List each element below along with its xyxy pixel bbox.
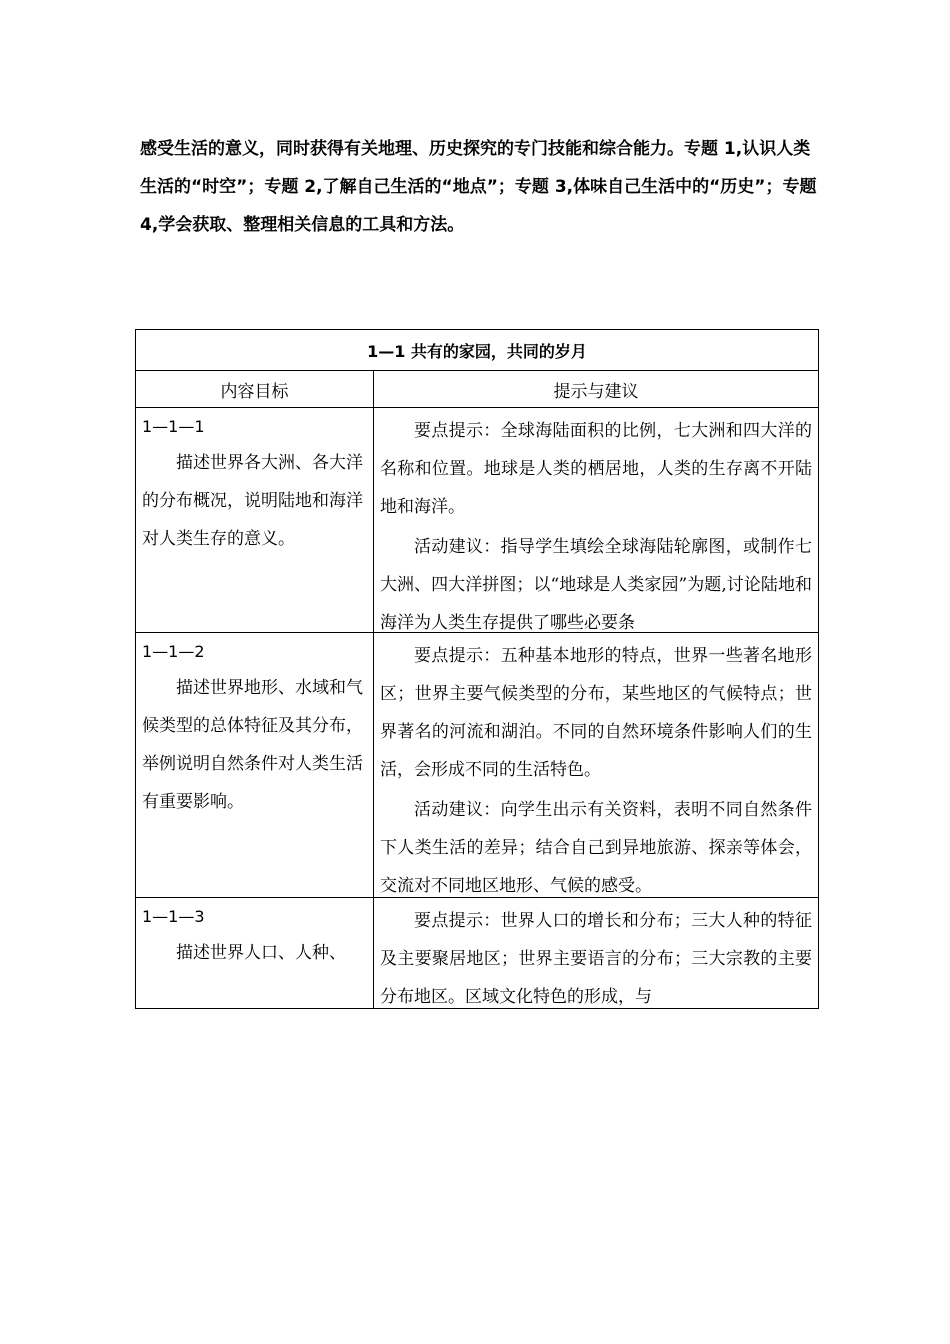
hint-cell bbox=[374, 408, 819, 633]
header-content-goals: 内容目标 bbox=[136, 371, 374, 408]
key-points-text: 要点提示：全球海陆面积的比例，七大洲和四大洋的名称和位置。地球是人类的栖居地，人类的生存离不开陆地和海洋。 bbox=[380, 421, 812, 517]
table-title: 1—1 共有的家园，共同的岁月 bbox=[136, 330, 819, 371]
intro-paragraph: 感受生活的意义，同时获得有关地理、历史探究的专门技能和综合能力。专题 1,认识人类生活的“时空”；专题 2,了解自己生活的“地点”；专题 3,体味自己生活中的“历史”；专题 4,学会获取、整理相关信息的工具和方法。 bbox=[140, 139, 817, 235]
activity-text: 活动建议：指导学生填绘全球海陆轮廓图，或制作七大洲、四大洋拼图；以“地球是人类家园”为题,讨论陆地和海洋为人类生存提供了哪些必要条 bbox=[380, 537, 812, 632]
activity-text: 活动建议：向学生出示有关资料，表明不同自然条件下人类生活的差异；结合自己到异地旅游、探亲等体会，交流对不同地区地形、气候的感受。 bbox=[380, 800, 812, 896]
table-row bbox=[136, 408, 819, 633]
goal-cell bbox=[136, 898, 374, 1009]
goal-text: 描述世界人口、人种、 bbox=[176, 943, 346, 963]
goal-text: 描述世界地形、水域和气候类型的总体特征及其分布，举例说明自然条件对人类生活有重要影响。 bbox=[142, 678, 363, 812]
table-row bbox=[136, 898, 819, 1009]
hint-cell bbox=[374, 898, 819, 1009]
header-hints-suggestions: 提示与建议 bbox=[374, 371, 819, 408]
goal-text: 描述世界各大洲、各大洋的分布概况，说明陆地和海洋对人类生存的意义。 bbox=[142, 453, 363, 549]
key-points-text: 要点提示：世界人口的增长和分布；三大人种的特征及主要聚居地区；世界主要语言的分布；三大宗教的主要分布地区。区域文化特色的形成，与 bbox=[380, 911, 812, 1007]
goal-code: 1—1—3 bbox=[142, 907, 205, 926]
goal-code: 1—1—2 bbox=[142, 642, 205, 661]
table-title-row bbox=[136, 330, 819, 371]
curriculum-table bbox=[135, 329, 819, 1009]
table-header-row bbox=[136, 371, 819, 408]
table-row bbox=[136, 633, 819, 898]
goal-cell bbox=[136, 408, 374, 633]
hint-cell bbox=[374, 633, 819, 898]
key-points-text: 要点提示：五种基本地形的特点，世界一些著名地形区；世界主要气候类型的分布，某些地区的气候特点；世界著名的河流和湖泊。不同的自然环境条件影响人们的生活，会形成不同的生活特色。 bbox=[380, 646, 812, 780]
goal-code: 1—1—1 bbox=[142, 417, 205, 436]
goal-cell bbox=[136, 633, 374, 898]
